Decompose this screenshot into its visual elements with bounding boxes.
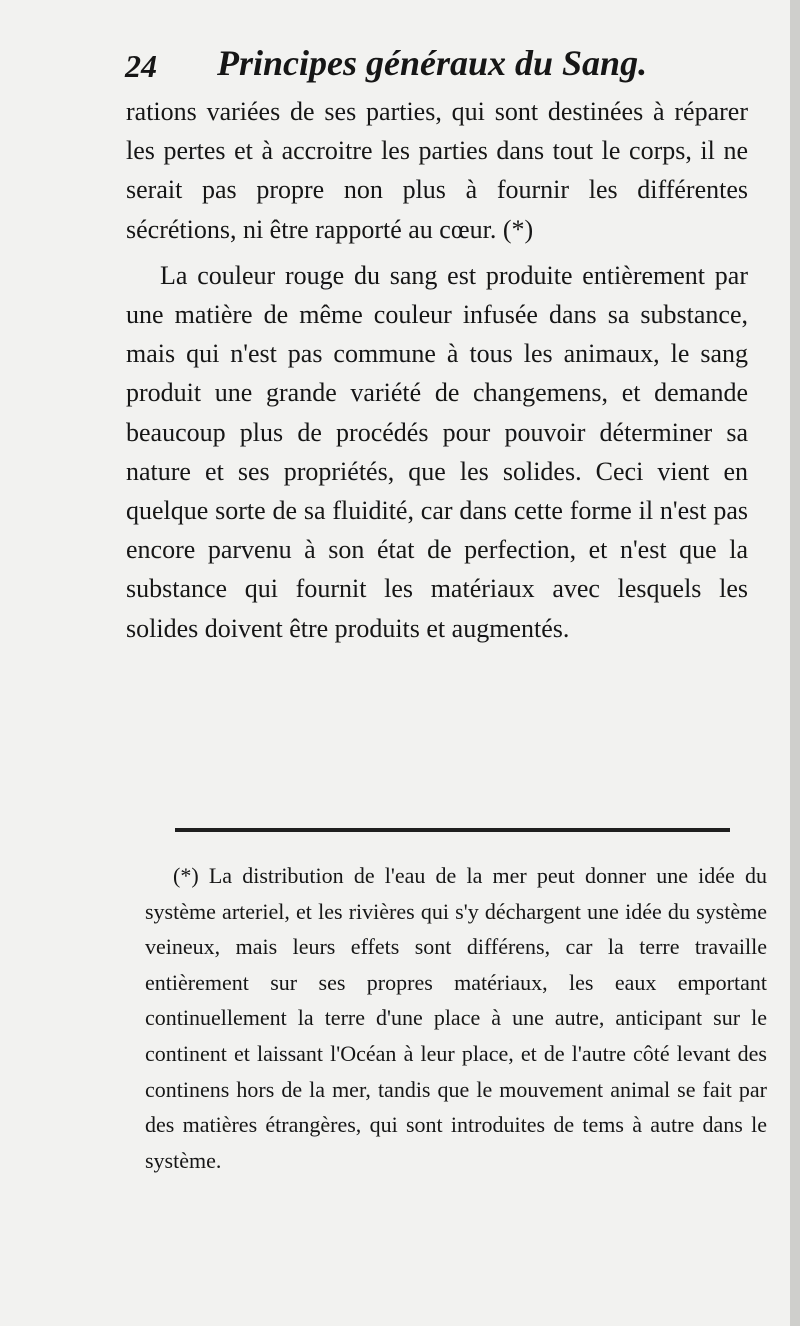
footnote-divider: [175, 828, 730, 832]
page-edge-shadow: [790, 0, 800, 1326]
footnote: [145, 858, 767, 1178]
footnote-text: (*) La distribution de l'eau de la mer peut donner une idée du système arteriel, et les rivières qui s'y déchargent une idée du système veineux, mais leurs effets sont différens, car la terre travaille entièrement sur ses propres matériaux, les eaux emportant continuellement la terre d'une place à une autre, anticipant sur le continent et laissant l'Océan à leur place, et de l'autre côté levant des continens hors de la mer, tandis que le mouvement animal se fait par des matières étrangères, qui sont introduites de tems à autre dans le système.: [145, 863, 767, 1173]
page-header: [125, 42, 675, 90]
paragraph-continuation: rations variées de ses parties, qui sont destinées à réparer les pertes et à accroitre les parties dans tout le corps, il ne serait pas propre non plus à fournir les différentes sécrétions, ni être rapporté au cœur. (*): [126, 97, 748, 244]
paragraph-blood-color: La couleur rouge du sang est produite entièrement par une matière de même couleur infusée dans sa substance, mais qui n'est pas commune à tous les animaux, le sang produit une grande variété de changemens, et demande beaucoup plus de procédés pour pouvoir déterminer sa nature et ses propriétés, que les solides. Ceci vient en quelque sorte de sa fluidité, car dans cette forme il n'est pas encore parvenu à son état de perfection, et n'est que la substance qui fournit les matériaux avec lesquels les solides doivent être produits et augmentés.: [126, 260, 748, 643]
running-title: Principes généraux du Sang.: [217, 43, 648, 83]
page-number: 24: [125, 48, 157, 84]
main-text: [126, 92, 748, 648]
